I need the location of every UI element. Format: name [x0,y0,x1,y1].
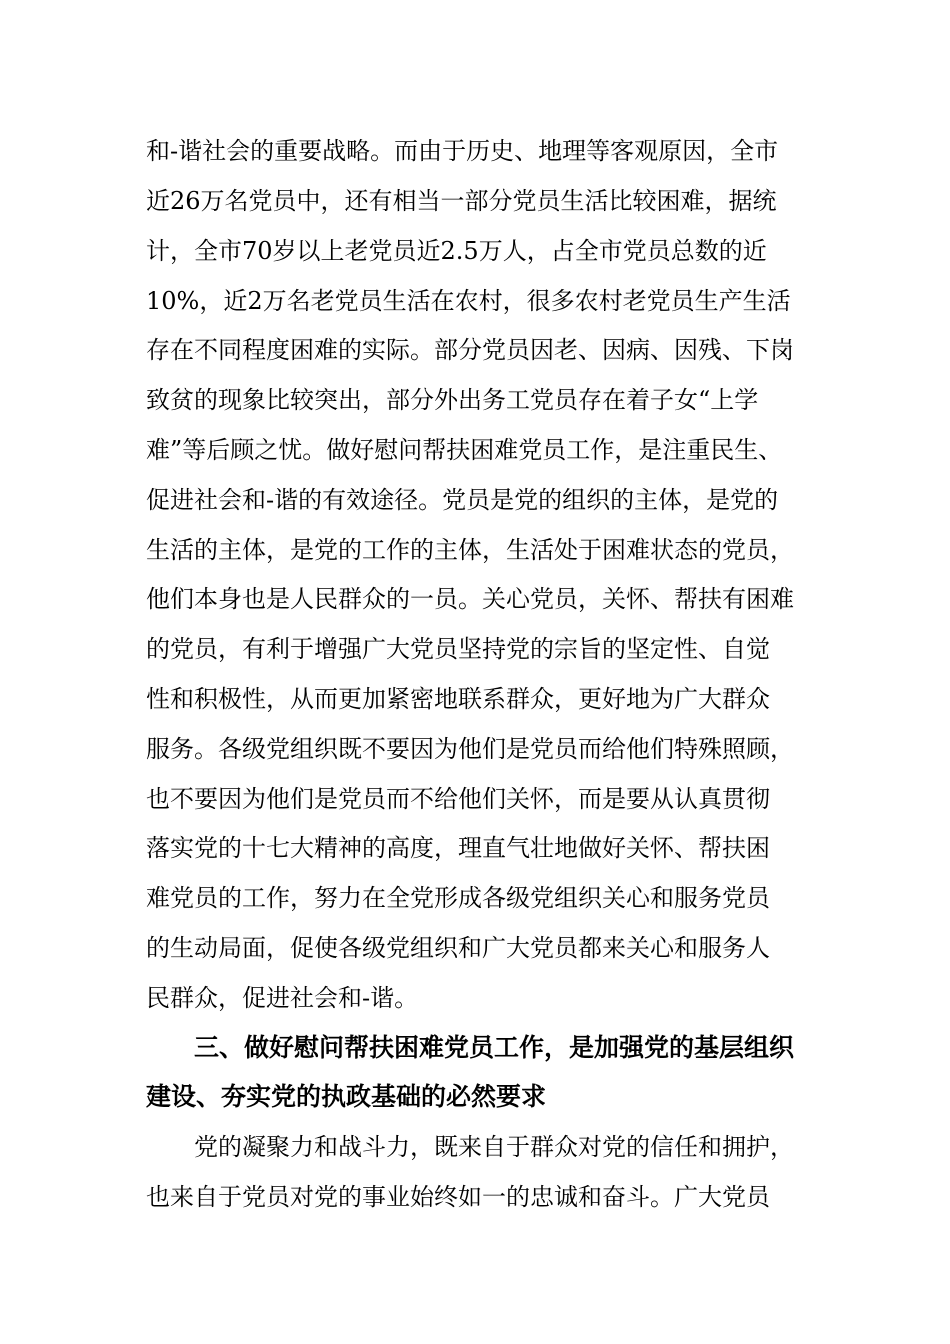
heading-line: 建设、夯实党的执政基础的必然要求 [146,1082,547,1111]
text-line: 促进社会和-谐的有效途径。党员是党的组织的主体，是党的 [146,486,779,514]
text-line: 他们本身也是人民群众的一员。关心党员，关怀、帮扶有困难 [146,585,794,613]
text-line: 生活的主体，是党的工作的主体，生活处于困难状态的党员， [146,536,794,564]
text-line: 的生动局面，促使各级党组织和广大党员都来关心和服务人 [146,934,770,962]
text-line: 也不要因为他们是党员而不给他们关怀，而是要从认真贯彻 [146,785,770,813]
text-line: 性和积极性，从而更加紧密地联系群众，更好地为广大群众 [146,685,770,713]
text-line: 近26万名党员中，还有相当一部分党员生活比较困难，据统 [146,187,777,215]
text-line: 落实党的十七大精神的高度，理直气壮地做好关怀、帮扶困 [146,834,770,862]
text-line: 的党员，有利于增强广大党员坚持党的宗旨的坚定性、自觉 [146,635,770,663]
text-line: 难”等后顾之忧。做好慰问帮扶困难党员工作，是注重民生、 [146,436,783,464]
text-line: 计，全市70岁以上老党员近2.5万人，占全市党员总数的近 [146,237,767,265]
text-line: 民群众，促进社会和-谐。 [146,984,419,1012]
text-line: 党的凝聚力和战斗力，既来自于群众对党的信任和拥护， [194,1133,794,1161]
text-line: 也来自于党员对党的事业始终如一的忠诚和奋斗。广大党员 [146,1183,770,1211]
text-line: 难党员的工作，努力在全党形成各级党组织关心和服务党员 [146,884,770,912]
heading-line: 三、做好慰问帮扶困难党员工作，是加强党的基层组织 [194,1033,795,1062]
text-line: 10%，近2万名老党员生活在农村，很多农村老党员生产生活 [146,287,791,315]
text-line: 服务。各级党组织既不要因为他们是党员而给他们特殊照顾， [146,735,794,763]
text-line: 存在不同程度困难的实际。部分党员因老、因病、因残、下岗 [146,336,794,364]
text-line: 和-谐社会的重要战略。而由于历史、地理等客观原因，全市 [146,137,779,165]
text-line: 致贫的现象比较突出，部分外出务工党员存在着子女“上学 [146,386,759,414]
